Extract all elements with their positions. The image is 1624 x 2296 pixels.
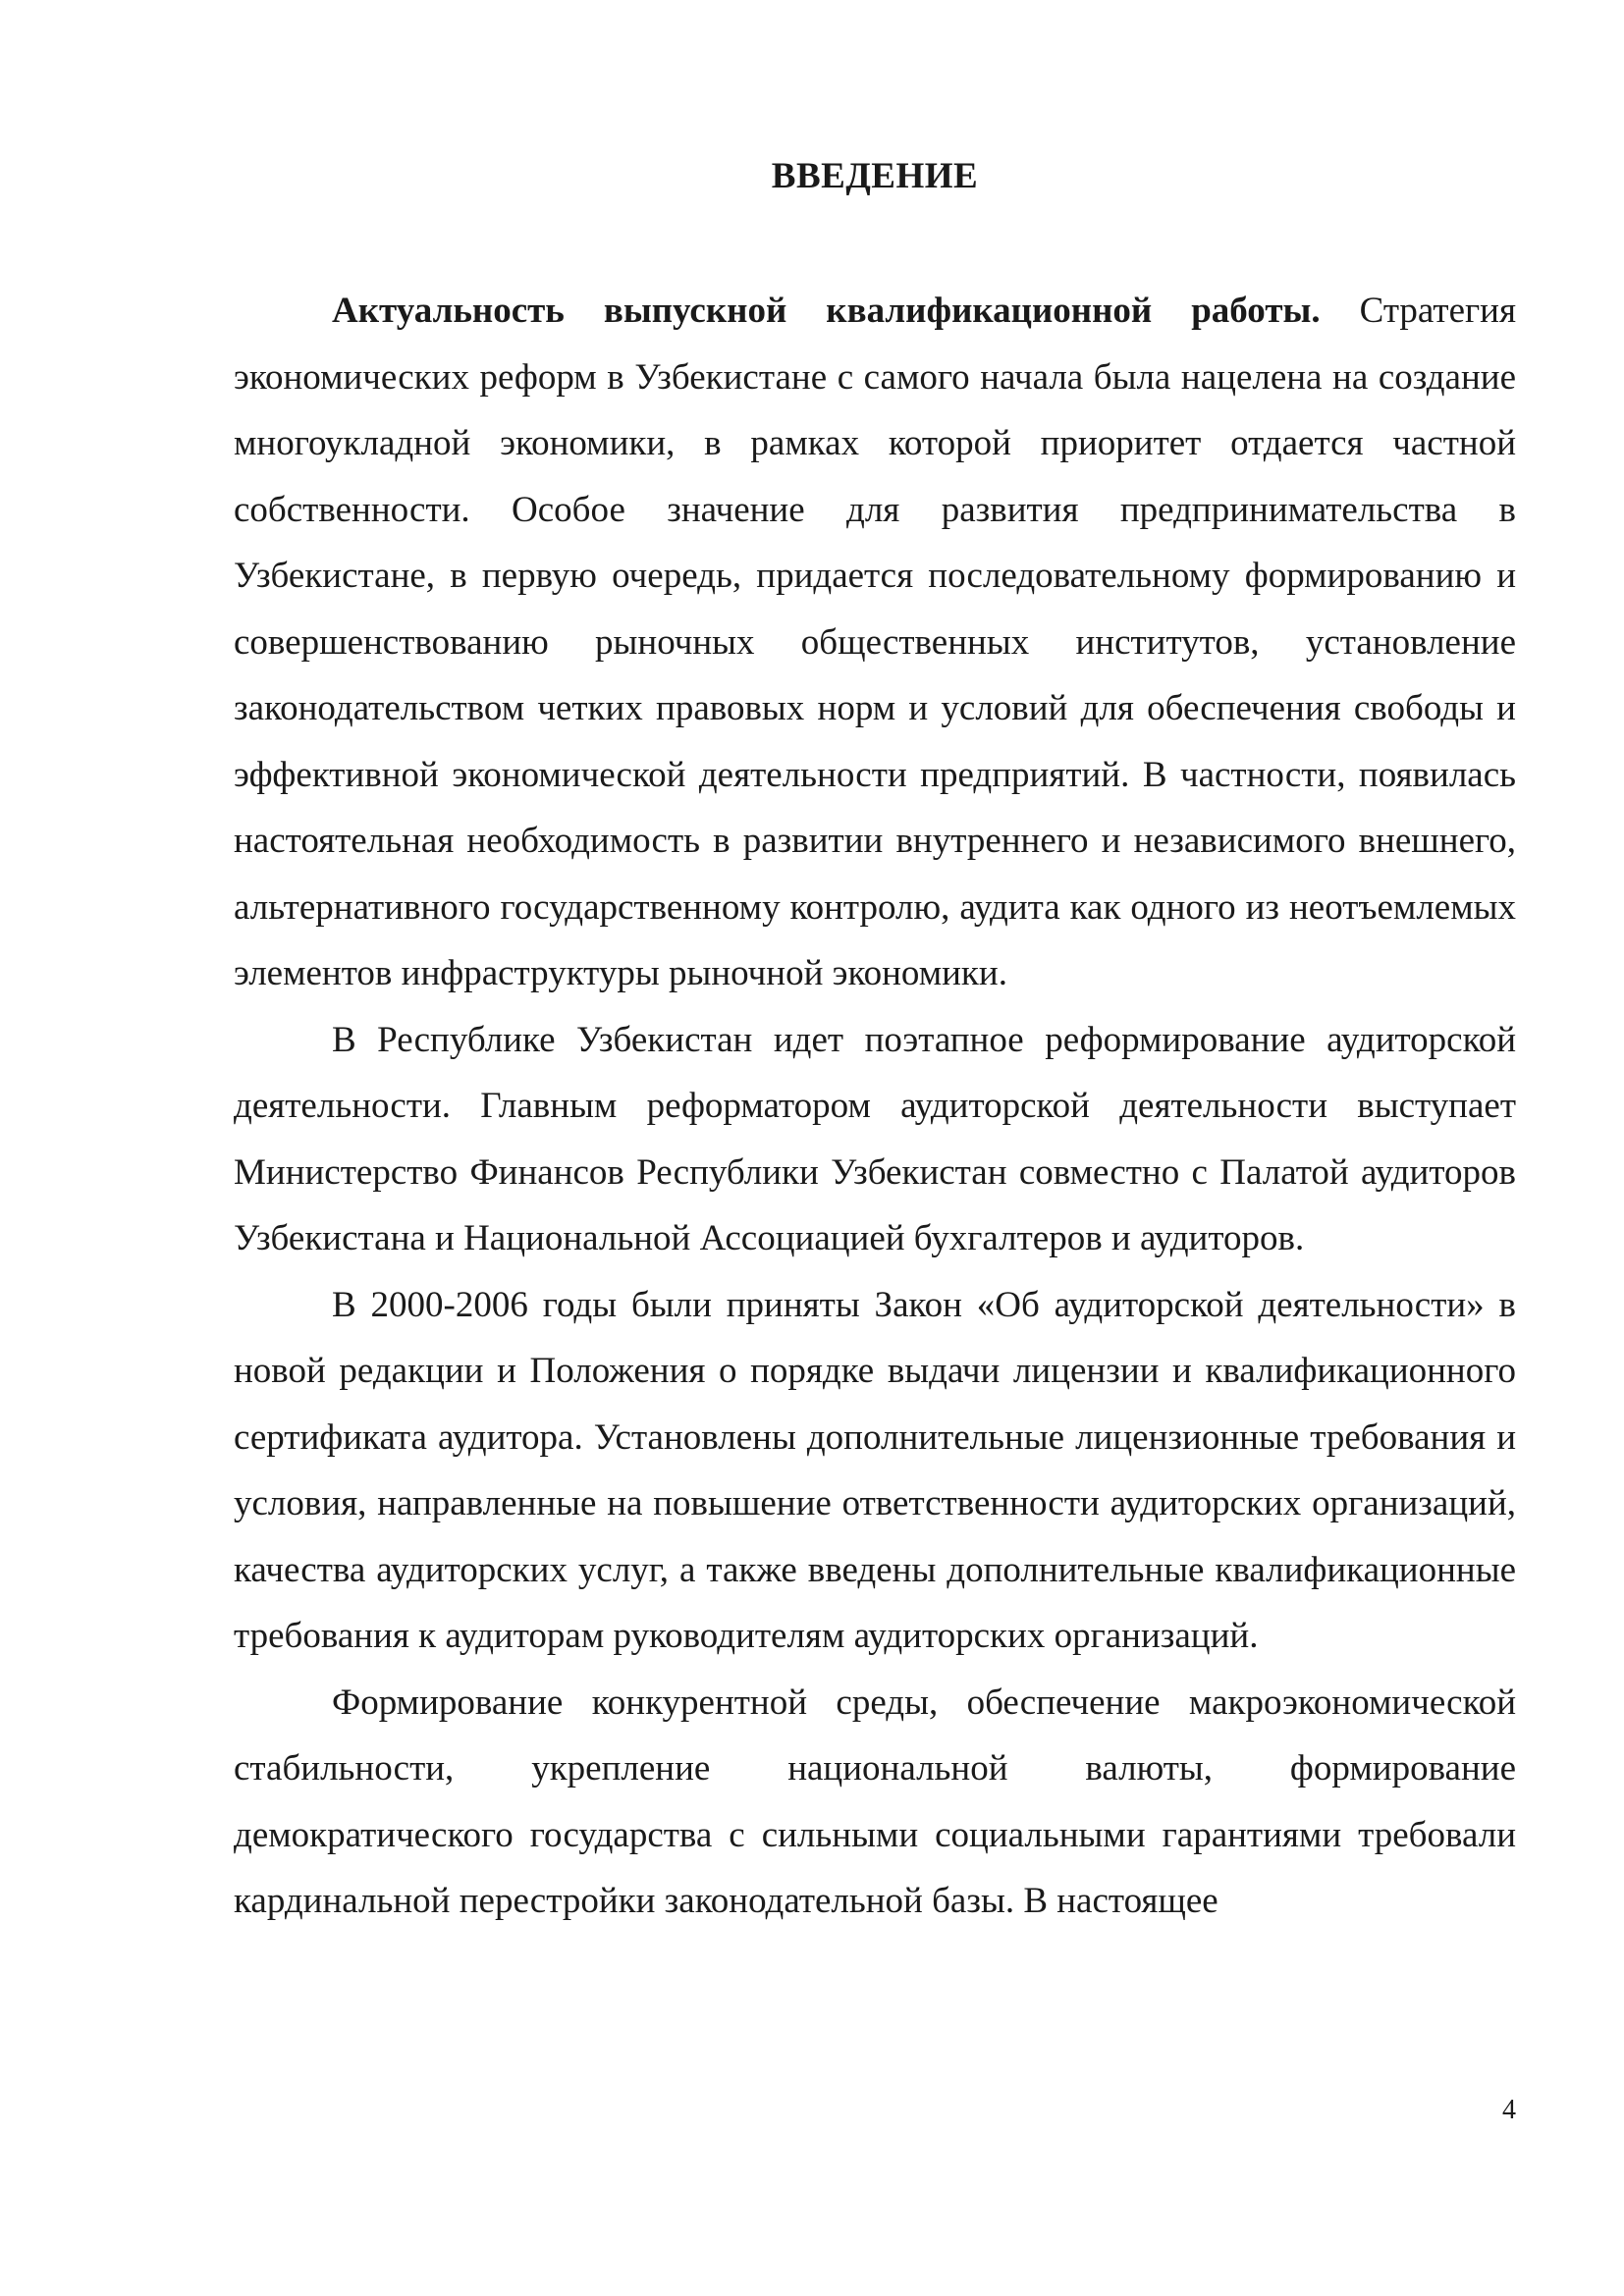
body-text [234,278,1516,1935]
paragraph-law: В 2000-2006 годы были приняты Закон «Об аудиторской деятельности» в новой редакции и Положения о порядке выдачи лицензии и квалификационного сертификата аудитора. Установлены дополнительные лицензионные требования и условия, направленные на повышение ответственности аудиторских организаций, качества аудиторских услуг, а также введены дополнительные квалификационные требования к аудиторам руководителям аудиторских организаций. [234,1284,1516,1656]
paragraph-lead: Актуальность выпускной квалификационной работы. [332,291,1321,331]
paragraph-reform: В Республике Узбекистан идет поэтапное реформирование аудиторской деятельности. Главным реформатором аудиторской деятельности выступает Министерство Финансов Республики Узбекистан совместно с Палатой аудиторов Узбекистана и Национальной Ассоциацией бухгалтеров и аудиторов. [234,1019,1516,1258]
paragraph-competition: Формирование конкурентной среды, обеспечение макроэкономической стабильности, укрепление национальной валюты, формирование демократического государства с сильными социальными гарантиями требовали кардинальной перестройки законодательной базы. В настоящее [234,1682,1516,1921]
paragraph-text: Стратегия экономических реформ в Узбекистане с самого начала была нацелена на создание многоукладной экономики, в рамках которой приоритет отдается частной собственности. Особое значение для развития предпринимательства в Узбекистане, в первую очередь, придается последовательному формированию и совершенствованию рыночных общественных институтов, установление законодательством четких правовых норм и условий для обеспечения свободы и эффективной экономической деятельности предприятий. В частности, появилась настоятельная необходимость в развитии внутреннего и независимого внешнего, альтернативного государственному контролю, аудита как одного из неотъемлемых элементов инфраструктуры рыночной экономики. [234,291,1516,993]
section-heading: ВВЕДЕНИЕ [771,156,979,196]
paragraph-relevance [234,278,1516,1007]
page-number: 4 [1502,2095,1516,2125]
